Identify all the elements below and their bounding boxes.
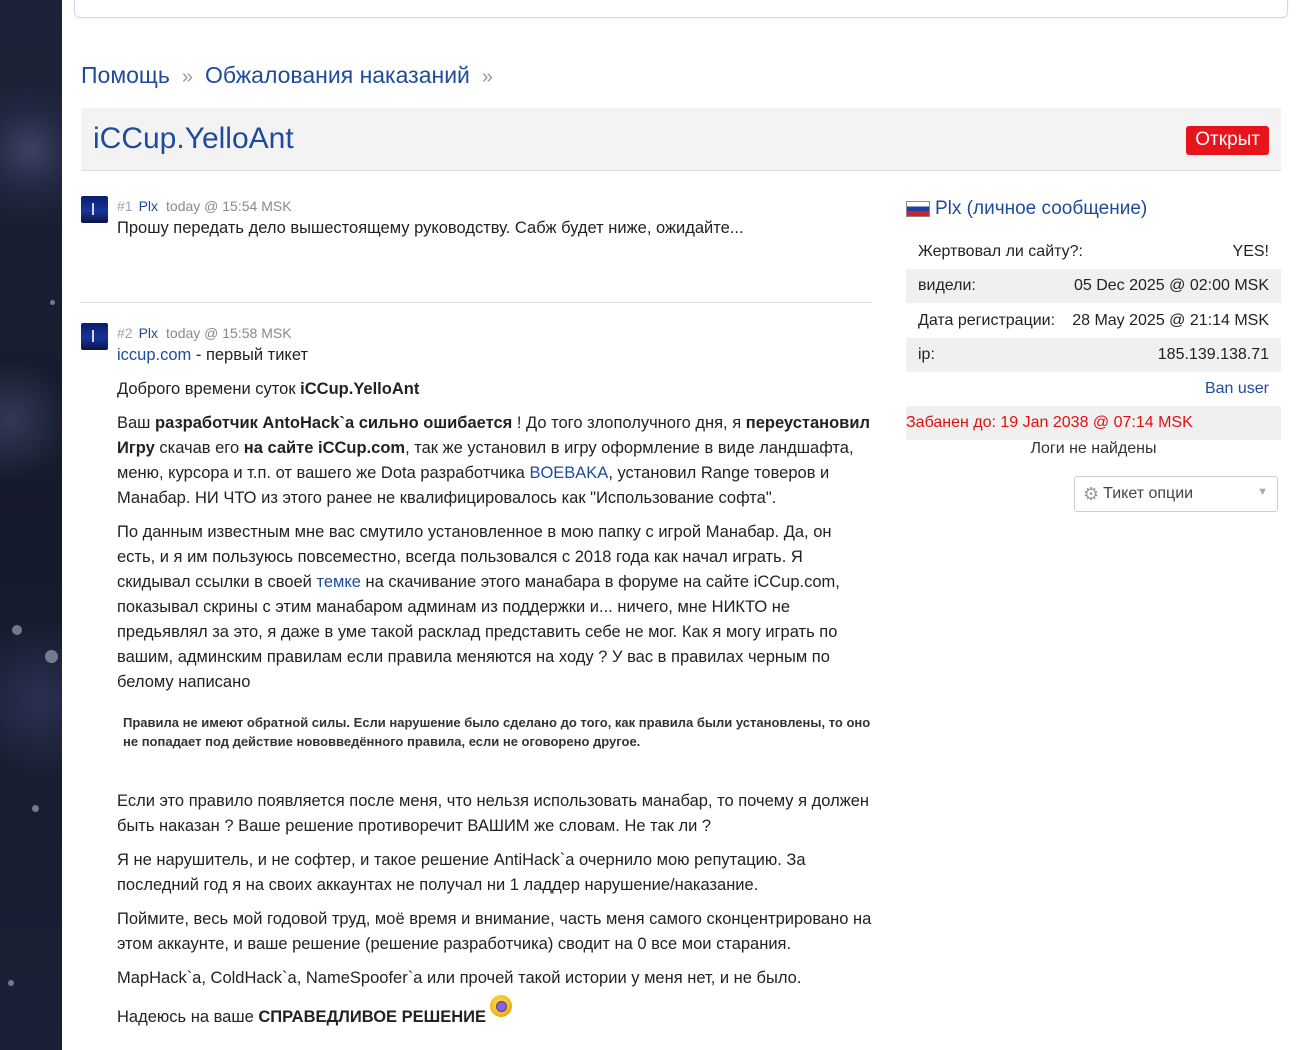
post-body: iccup.com - первый тикет Доброго времени суток iCCup.YelloAnt Ваш разработчик AntoHack`а сильно ошибается ! До того злополучного дня, я переустановил Игру скачав его на сайте iCCup.com, так же установил в игру оформление в виде ландшафта, меню, курсора и т.п. от вашего же Dota разработчика BOEBAKA, установил Range товеров и Манабар. НИ ЧТО из этого ранее не квалифицировалось как "Использование софта". По данным известным мне вас смутило установленное в мою папку с игрой Манабар. Да, он есть, и я им пользуюсь повсеместно, всегда пользовался с 2018 года как начал играть. Я скидывал ссылки в своей темке на скачивание этого манабара в форуме на сайте iCCup.com, показывал скрины с этим манабаром админам из поддержки и... ничего, мне НИКТО не предьявлял за это, я даже в уме такой расклад представить себе не мог. Как я могу играть по вашим, админским правилам если правила меняются на ходу ? У вас в правилах черным по белому написано Правила не имеют обратной силы. Если нарушение было сделано до того, как правила были установлены, то оно не попадает под действие нововведённого правила, если не оговорено другое. Если это правило появляется после меня, что нельзя использовать манабар, то почему я должен быть наказан ? Ваше решение противоречит ВАШИМ же словам. Не так ли ? Я не нарушитель, и не софтер, и такое решение AntiHack`а очернило мою репутацию. За последний год я на своих аккаунтах не получал ни 1 ладдер нарушение/наказание. Поймите, весь мой годовой труд, моё время и внимание, часть меня самого сконцентрировано на этом аккаунте, и ваше решение (решение разработчика) сводит на 0 все мои старания. MapHack`a, ColdHack`a, NameSpoofer`a или прочей такой истории у меня нет, и не было. Надеюсь на ваше СПРАВЕДЛИВОЕ РЕШЕНИЕ <box>117 346 872 1026</box>
ticket-header <box>81 108 1281 171</box>
post-header: #2 Plx today @ 15:58 MSK <box>117 325 292 341</box>
rules-quote: Правила не имеют обратной силы. Если нарушение было сделано до того, как правила были установлены, то оно не попадает под действие нововведённого правила, если не оговорено другое. <box>123 715 871 749</box>
author-link[interactable]: Plx <box>138 325 159 341</box>
last-seen-row: видели: 05 Dec 2025 @ 02:00 MSK <box>906 269 1281 303</box>
post-divider <box>81 302 871 303</box>
post-time: today @ 15:58 MSK <box>166 325 292 341</box>
developer-link[interactable]: BOEBAKA <box>529 464 609 482</box>
registration-row: Дата регистрации: 28 May 2025 @ 21:14 MSK <box>918 312 1269 329</box>
user-sidebar <box>906 196 1281 504</box>
post-header: #1 Plx today @ 15:54 MSK <box>117 198 292 214</box>
topic-link[interactable]: темке <box>316 573 361 591</box>
user-header: Plx ( личное сообщение ) <box>906 196 1281 222</box>
gear-icon: ⚙ <box>1083 483 1100 504</box>
breadcrumb: Помощь » Обжалования наказаний » <box>81 62 494 88</box>
ban-user-link[interactable]: Ban user <box>1204 380 1269 397</box>
private-message-link[interactable]: личное сообщение <box>973 198 1141 219</box>
breadcrumb-appeals[interactable]: Обжалования наказаний <box>204 62 470 88</box>
donated-row: Жертвовал ли сайту?: YES! <box>918 243 1269 260</box>
post-time: today @ 15:54 MSK <box>166 198 292 214</box>
breadcrumb-help[interactable]: Помощь <box>81 62 170 88</box>
avatar[interactable] <box>81 323 108 350</box>
ticket-title: iCCup.YelloAnt <box>93 122 294 155</box>
status-badge: Открыт <box>1186 126 1269 155</box>
top-bar <box>74 0 1288 18</box>
avatar[interactable] <box>81 196 108 223</box>
chevron-down-icon: ▼ <box>1257 486 1268 498</box>
iccup-link[interactable]: iccup.com <box>117 346 192 364</box>
banned-until: Забанен до: 19 Jan 2038 @ 07:14 MSK <box>906 406 1281 440</box>
content-area <box>62 0 1303 1050</box>
logs-status: Логи не найдены <box>1030 440 1157 457</box>
user-link[interactable]: Plx <box>935 198 962 219</box>
ticket-options-select[interactable]: ⚙ Тикет опции ▼ <box>1074 476 1278 512</box>
smiley-icon <box>490 995 512 1017</box>
background-left <box>0 0 62 1050</box>
flag-icon <box>906 201 930 217</box>
author-link[interactable]: Plx <box>138 198 159 214</box>
post-body: Прошу передать дело вышестоящему руководству. Сабж будет ниже, ожидайте... <box>117 219 744 237</box>
ip-row: ip: 185.139.138.71 <box>906 338 1281 372</box>
